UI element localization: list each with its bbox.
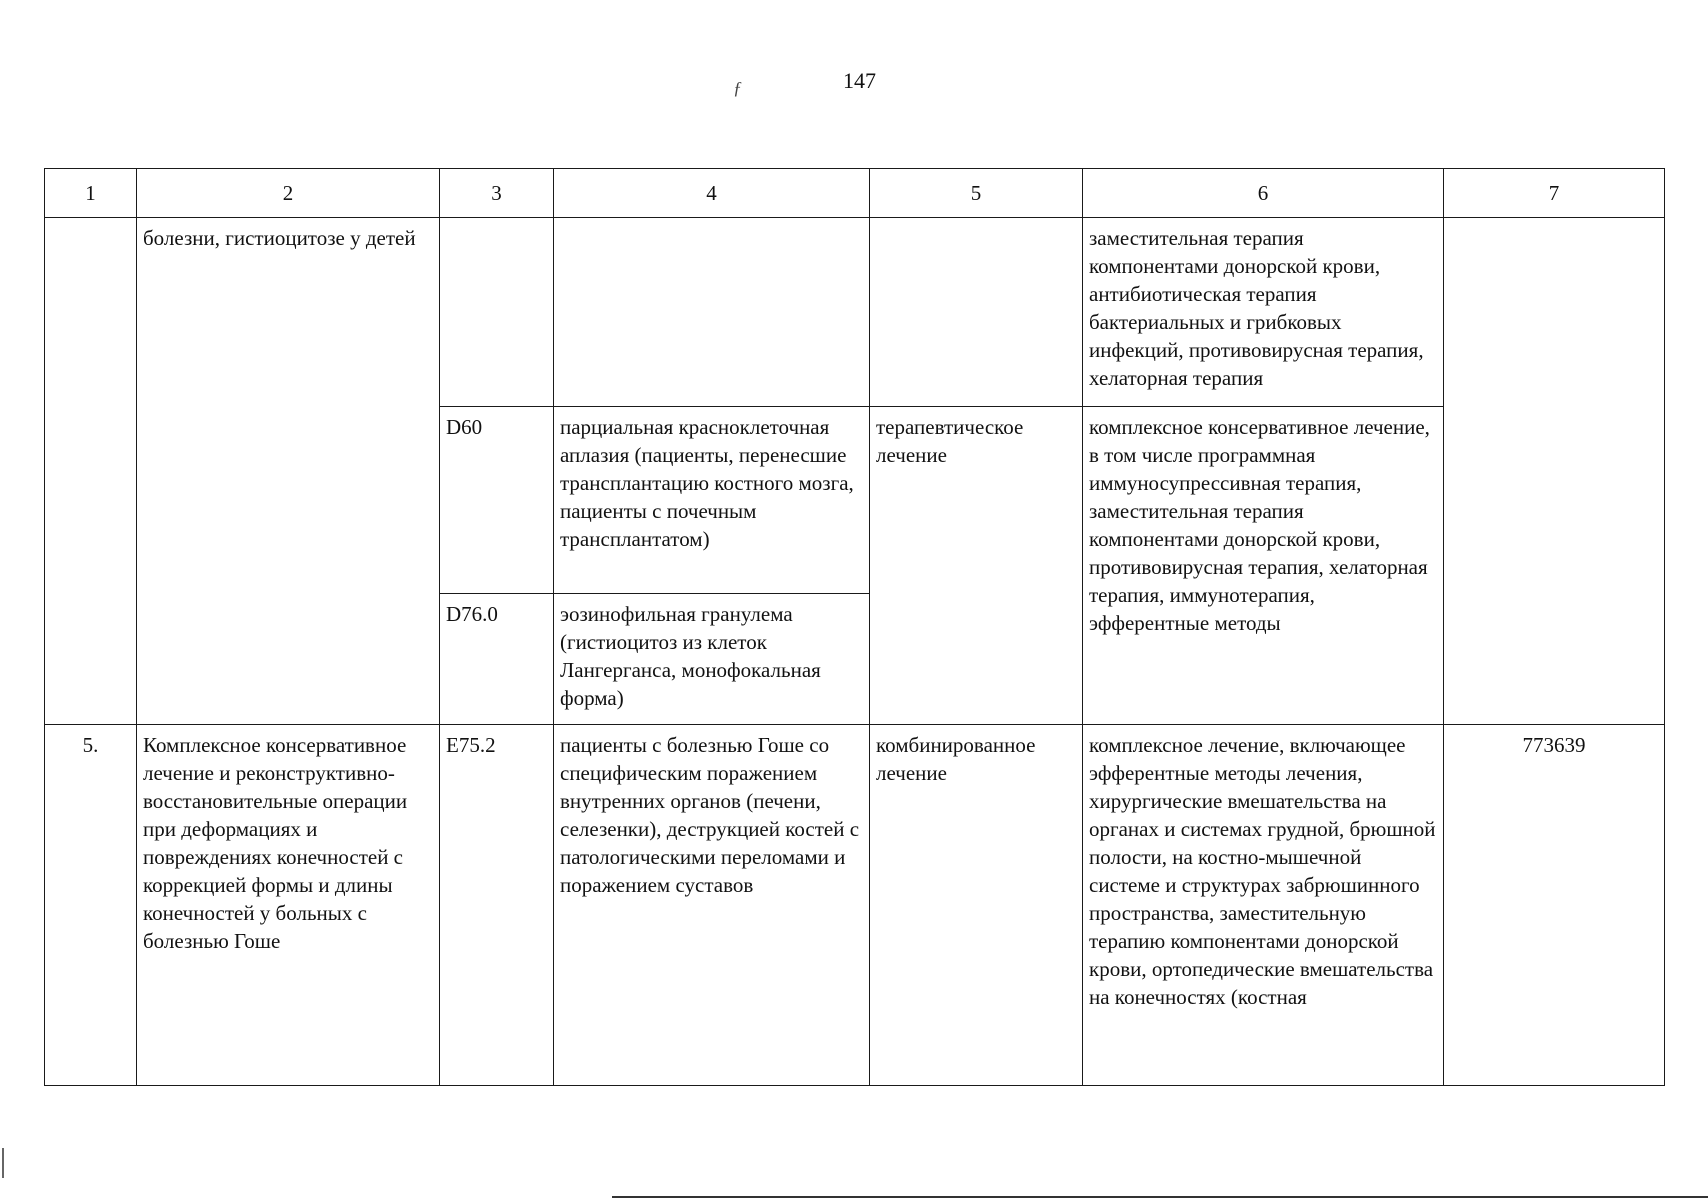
stray-mark: ƒ	[733, 78, 742, 98]
cell-code: D60	[440, 407, 554, 594]
page-number: 147	[843, 68, 876, 93]
header-col-7: 7	[1444, 169, 1665, 218]
cell-model: парциальная красноклеточная аплазия (пациенты, перенесшие трансплантацию костного мозга, пациенты с почечным трансплантатом)	[554, 407, 870, 594]
cell-code: E75.2	[440, 725, 554, 1086]
cell-cost	[1444, 218, 1665, 725]
cell-treatment-type: комбинированное лечение	[870, 725, 1083, 1086]
cell-treatment-type: терапевтическое лечение	[870, 407, 1083, 725]
scan-edge-mark	[2, 1148, 4, 1178]
cell-model: эозинофильная гранулема (гистиоцитоз из клеток Лангерганса, монофокальная форма)	[554, 594, 870, 725]
header-col-1: 1	[45, 169, 137, 218]
cell-number	[45, 218, 137, 725]
cell-code: D76.0	[440, 594, 554, 725]
cell-number: 5.	[45, 725, 137, 1086]
header-col-2: 2	[137, 169, 440, 218]
header-row	[45, 169, 1665, 218]
cell-treatment-type	[870, 218, 1083, 407]
cell-method: комплексное лечение, включающее эфферентные методы лечения, хирургические вмешательства на органах и системах грудной, брюшной полости, на костно-мышечной системе и структурах забрюшинного пространства, заместительную терапию компонентами донорской крови, ортопедические вмешательства на конечностях (костная	[1083, 725, 1444, 1086]
medical-care-table	[44, 168, 1665, 1086]
cell-name-continued: болезни, гистиоцитозе у детей	[137, 218, 440, 725]
table-row	[45, 725, 1665, 1086]
cell-cost: 773639	[1444, 725, 1665, 1086]
header-col-5: 5	[870, 169, 1083, 218]
cell-name: Комплексное консервативное лечение и реконструктивно-восстановительные операции при деформациях и повреждениях конечностей с коррекцией формы и длины конечностей у больных с болезнью Гоше	[137, 725, 440, 1086]
header-col-4: 4	[554, 169, 870, 218]
cell-method: комплексное консервативное лечение, в том числе программная иммуносупрессивная терапия, заместительная терапия компонентами донорской крови, противовирусная терапия, хелаторная терапия, иммунотерапия, эфферентные методы	[1083, 407, 1444, 725]
cell-code	[440, 218, 554, 407]
header-col-3: 3	[440, 169, 554, 218]
table-row	[45, 218, 1665, 407]
scan-bottom-rule	[612, 1196, 1708, 1198]
cell-model: пациенты с болезнью Гоше со специфическим поражением внутренних органов (печени, селезенки), деструкцией костей с патологическими переломами и поражением суставов	[554, 725, 870, 1086]
cell-method-continued: заместительная терапия компонентами донорской крови, антибиотическая терапия бактериальных и грибковых инфекций, противовирусная терапия, хелаторная терапия	[1083, 218, 1444, 407]
header-col-6: 6	[1083, 169, 1444, 218]
cell-model	[554, 218, 870, 407]
